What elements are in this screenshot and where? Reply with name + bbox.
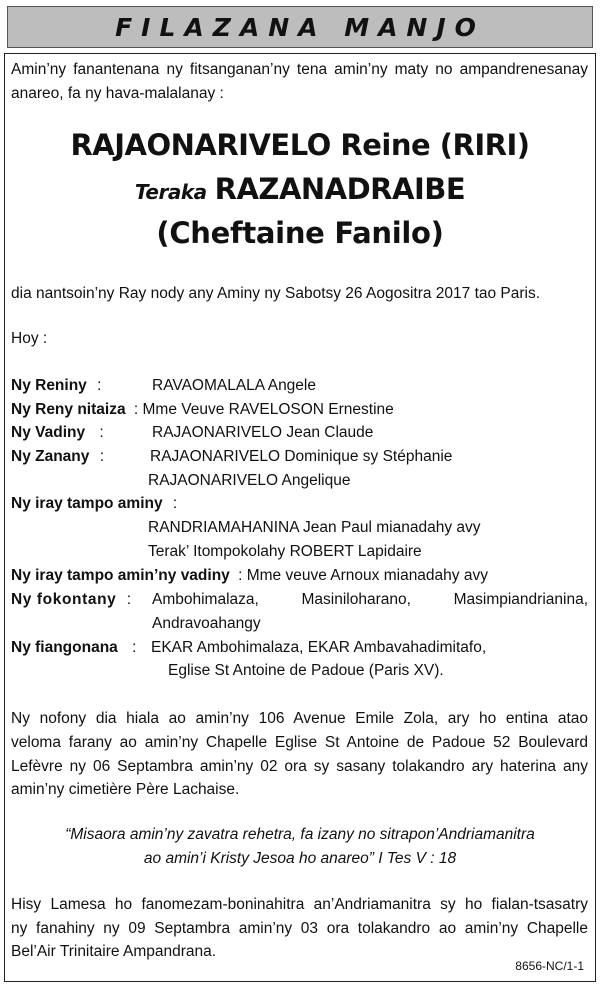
fiangonana-sep: : (132, 639, 137, 656)
reny-nitaiza-label: Ny Reny nitaiza (11, 401, 126, 418)
notice-title: FILAZANA MANJO (115, 12, 485, 42)
fokontany-value-1: Ambohimalaza, Masiniloharano, Masimpiandrianina, (152, 591, 588, 608)
iray-tampo-value-2: Terak’ Itompokolahy ROBERT Lapidaire (148, 543, 422, 560)
zanany-value-1: RAJAONARIVELO Dominique sy Stéphanie (150, 448, 453, 465)
zanany-sep: : (99, 448, 105, 465)
closing-line-2: ny fanahiny ny 09 Septambra amin’ny 03 ora tolakandro ao amin’ny Chapelle (11, 920, 588, 937)
vadiny-sep: : (99, 424, 104, 441)
body-line-1: Ny nofony dia hiala ao amin’ny 106 Avenue Emile Zola, ary ho entina atao (11, 710, 588, 727)
maiden-name: RAZANADRAIBE (214, 172, 466, 206)
fokontany-label: Ny fokontany (11, 591, 117, 608)
hoy-label: Hoy : (11, 330, 48, 347)
fiangonana-label: Ny fiangonana (11, 639, 118, 656)
deceased-maiden-name-line (10, 172, 590, 206)
reniny-label: Ny Reniny (11, 377, 87, 394)
intro-line-1: Amin’ny fanantenana ny fitsanganan’ny tena amin’ny maty no ampandrenesanay (11, 61, 588, 78)
family-reny-nitaiza (11, 398, 394, 422)
fokontany-value-2: Andravoahangy (152, 615, 261, 632)
death-notice: dia nantsoin’ny Ray nody any Aminy ny Sabotsy 26 Aogositra 2017 tao Paris. (11, 285, 541, 302)
family-fiangonana (11, 636, 136, 660)
body-line-4: amin’ny cimetière Père Lachaise. (11, 781, 240, 798)
zanany-label: Ny Zanany (11, 448, 90, 465)
fiangonana-value-1: EKAR Ambohimalaza, EKAR Ambavahadimitafo, (151, 639, 487, 656)
family-iray-tampo-vadiny (11, 564, 488, 588)
teraka-label: Teraka (134, 180, 207, 204)
deceased-name: RAJAONARIVELO Reine (RIRI) (70, 128, 530, 162)
zanany-value-2: RAJAONARIVELO Angelique (148, 472, 351, 489)
family-reniny (11, 374, 101, 398)
quote-line-1: “Misaora amin’ny zavatra rehetra, fa izany no sitrapon’Andriamanitra (65, 826, 535, 843)
family-vadiny (11, 421, 104, 445)
family-fokontany (11, 588, 131, 612)
notice-header (7, 6, 593, 48)
fiangonana-value-2: Eglise St Antoine de Padoue (Paris XV). (168, 662, 444, 679)
iray-tampo-label: Ny iray tampo aminy (11, 495, 163, 512)
iray-tampo-vadiny-value: Mme veuve Arnoux mianadahy avy (246, 567, 488, 584)
family-iray-tampo (11, 492, 177, 516)
reny-nitaiza-sep: : (133, 401, 139, 418)
iray-tampo-value-1: RANDRIAMAHANINA Jean Paul mianadahy avy (148, 519, 481, 536)
vadiny-label: Ny Vadiny (11, 424, 86, 441)
quote-line-2: ao amin’i Kristy Jesoa ho anareo” I Tes V : 18 (143, 850, 457, 867)
reference-code: 8656-NC/1-1 (515, 959, 584, 973)
iray-tampo-sep: : (172, 495, 178, 512)
deceased-nickname: (Cheftaine Fanilo) (156, 216, 444, 250)
iray-tampo-vadiny-sep: : (238, 567, 243, 584)
body-line-3: Lefèvre ny 06 Septambra amin’ny 02 ora sy sasany tolakandro ary haterina any (11, 758, 588, 775)
reny-nitaiza-value: Mme Veuve RAVELOSON Ernestine (142, 401, 394, 418)
intro-line-2: anareo, fa ny hava-malalanay : (11, 85, 224, 102)
iray-tampo-vadiny-label: Ny iray tampo amin’ny vadiny (11, 567, 230, 584)
vadiny-value: RAJAONARIVELO Jean Claude (152, 424, 374, 441)
closing-line-3: Bel’Air Trinitaire Ampandrana. (11, 943, 217, 960)
fokontany-sep: : (126, 591, 132, 608)
reniny-sep: : (97, 377, 102, 394)
reniny-value: RAVAOMALALA Angele (152, 377, 316, 394)
closing-line-1: Hisy Lamesa ho fanomezam-boninahitra an’Andriamanitra sy ho fialan-tsasatry (11, 896, 588, 913)
body-line-2: veloma farany ao amin’ny Chapelle Eglise St Antoine de Padoue 52 Boulevard (11, 734, 588, 751)
family-zanany (11, 445, 104, 469)
